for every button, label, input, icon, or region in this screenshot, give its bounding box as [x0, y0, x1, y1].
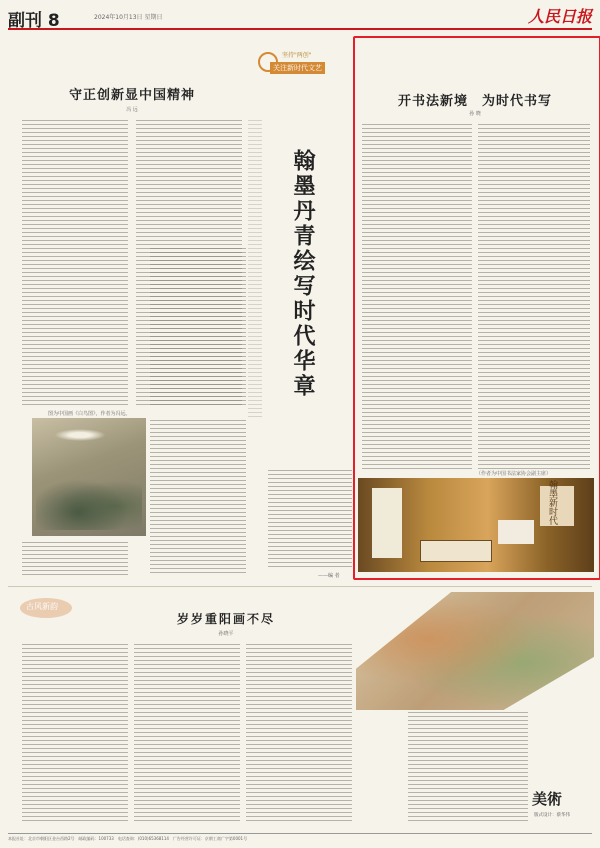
bottom-article-col1	[22, 644, 128, 824]
right-article-col2	[478, 124, 590, 470]
section-label: 副刊 8	[8, 11, 60, 31]
column-tag-bottom: 关注新时代文艺	[270, 62, 325, 74]
right-article-end-note: （作者为中国书法家协会副主席）	[476, 471, 552, 477]
editor-note: 版式设计：蔡华伟	[534, 813, 570, 818]
painting-detail	[36, 470, 142, 530]
bottom-article-col2	[134, 644, 240, 824]
newspaper-logo: 人民日报	[527, 7, 592, 26]
right-article-author: 孙 晓	[469, 111, 481, 117]
left-article-title: 守正创新显中国精神	[68, 88, 195, 103]
left-article-col3	[150, 248, 246, 408]
photo-display-case	[420, 540, 492, 562]
left-article-author: 冯 远	[126, 107, 138, 113]
right-article-col1	[362, 124, 472, 470]
painting-highlight	[50, 428, 110, 442]
column-tag-top: 坚持"两创"	[282, 52, 312, 59]
bottom-article-col3	[246, 644, 352, 824]
section-divider	[8, 586, 592, 587]
photo-scroll-left	[372, 488, 402, 558]
page-footer: 本报社址：北京市朝阳区金台西路2号 邮政编码：100733 电话查询：(010)65368114 广告经营许可证：京朝工商广字第0001号	[8, 836, 248, 841]
corner-label: 美術	[532, 790, 563, 808]
column-label: 古风新韵	[26, 602, 58, 611]
bottom-article-author: 孙晓平	[218, 631, 234, 637]
bottom-article-title: 岁岁重阳画不尽	[176, 612, 275, 626]
photo-board	[498, 520, 534, 544]
issue-date: 2024年10月13日 星期日	[94, 14, 163, 21]
photo-sign: 翰墨新时代	[547, 480, 557, 525]
feature-side-text	[248, 120, 262, 420]
page-header	[8, 4, 592, 30]
feature-intro-sign: ——编 者	[318, 573, 340, 579]
left-article-col1-b	[22, 542, 128, 576]
festival-painting	[356, 592, 594, 710]
left-article-col2-b	[150, 420, 246, 576]
feature-title: 翰墨丹青绘写时代华章	[290, 149, 316, 399]
feature-intro	[268, 470, 352, 570]
bottom-article-col4	[408, 712, 528, 824]
right-article-title: 开书法新境 为时代书写	[397, 94, 552, 109]
left-article-col1	[22, 120, 128, 408]
painting-caption: 图为中国画《白鸟图》，作者为冯远。	[48, 411, 131, 417]
